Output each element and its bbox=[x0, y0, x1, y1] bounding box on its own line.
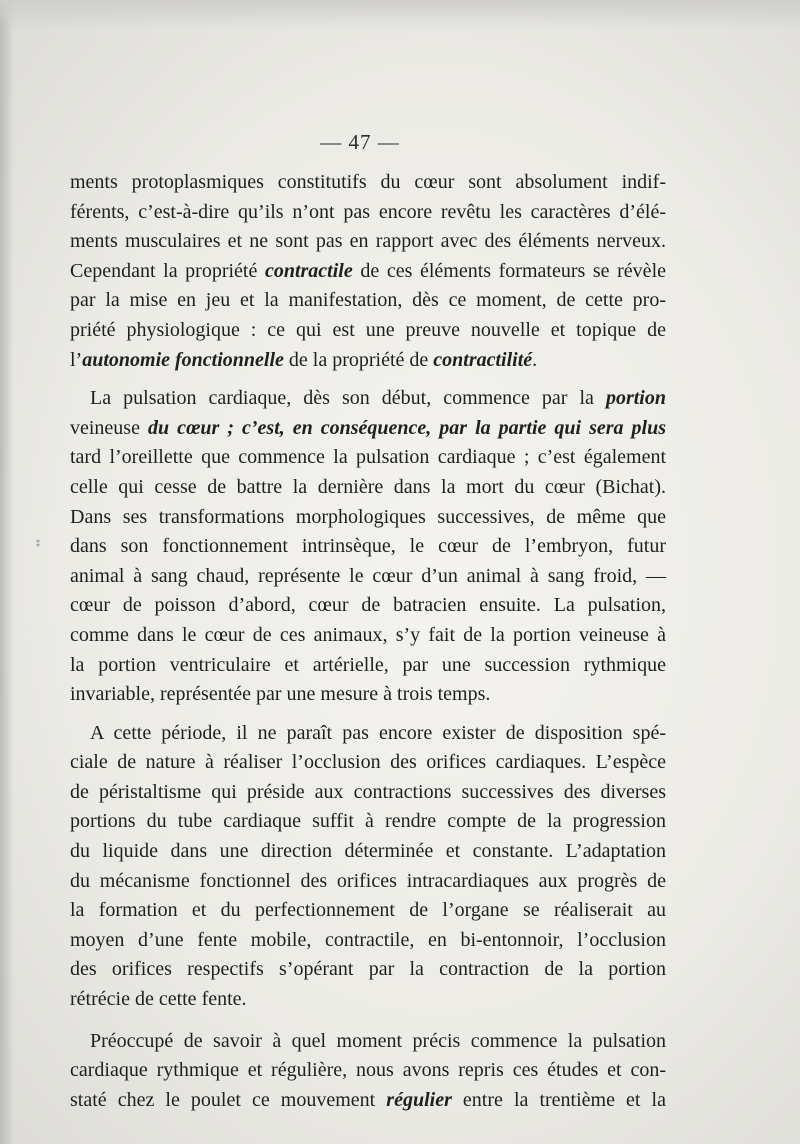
text-line: cœur de poisson d’abord, cœur de batracien ensuite. La pulsation, bbox=[70, 594, 666, 617]
text-line: moyen d’une fente mobile, contractile, en bi-entonnoir, l’occlusion bbox=[70, 928, 666, 951]
paragraph bbox=[70, 384, 666, 710]
paragraph bbox=[70, 719, 666, 1015]
paragraph bbox=[70, 1027, 666, 1116]
text-line: cardiaque rythmique et régulière, nous avons repris ces études et con- bbox=[70, 1059, 666, 1082]
text-line: la portion ventriculaire et artérielle, par une succession rythmique bbox=[70, 653, 666, 676]
text-line: Dans ses transformations morphologiques successives, de même que bbox=[70, 505, 666, 528]
italic-term: autonomie fonctionnelle bbox=[82, 348, 284, 371]
text-line: Préoccupé de savoir à quel moment précis commence la pulsation bbox=[90, 1029, 666, 1052]
scan-edge-shadow bbox=[0, 0, 14, 1144]
italic-term: portion bbox=[605, 387, 666, 410]
text-line: portions du tube cardiaque suffit à rendre compte de la progression bbox=[70, 810, 666, 833]
body-text bbox=[70, 168, 666, 1115]
text-line: celle qui cesse de battre la dernière dans la mort du cœur (Bichat). bbox=[70, 475, 666, 498]
scan-top-shadow bbox=[0, 0, 800, 30]
text-line: A cette période, il ne paraît pas encore exister de disposition spé- bbox=[90, 721, 666, 744]
text-line: des orifices respectifs s’opérant par la contraction de la portion bbox=[70, 958, 666, 981]
text-line: ments protoplasmiques constitutifs du cœur sont absolument indif- bbox=[70, 171, 666, 193]
text-line: animal à sang chaud, représente le cœur d’un animal à sang froid, — bbox=[70, 564, 666, 587]
italic-term: contractile bbox=[264, 259, 353, 282]
text-line: invariable, représentée par une mesure à trois temps. bbox=[70, 683, 491, 706]
text-line: par la mise en jeu et la manifestation, dès ce moment, de cette pro- bbox=[70, 289, 666, 312]
text-line: dans son fonctionnement intrinsèque, le cœur de l’embryon, futur bbox=[70, 535, 666, 558]
text-line: l’autonomie fonctionnelle de la propriété de contractilité. bbox=[70, 348, 538, 371]
text-line: du liquide dans une direction déterminée et constante. L’adaptation bbox=[70, 840, 666, 863]
text-line: du mécanisme fonctionnel des orifices intracardiaques aux progrès de bbox=[70, 869, 666, 892]
text-line: comme dans le cœur de ces animaux, s’y fait de la portion veineuse à bbox=[70, 623, 666, 646]
page-number: — 47 — bbox=[320, 130, 400, 154]
text-line: la formation et du perfectionnement de l’organe se réaliserait au bbox=[70, 899, 666, 922]
text-line: ments musculaires et ne sont pas en rapport avec des éléments nerveux. bbox=[70, 230, 666, 253]
text-line: La pulsation cardiaque, dès son début, commence par la portion bbox=[90, 387, 666, 410]
text-line: Cependant la propriété contractile de ces éléments formateurs se révèle bbox=[70, 259, 666, 282]
paragraph bbox=[70, 168, 666, 375]
text-line: férents, c’est-à-dire qu’ils n’ont pas encore revêtu les caractères d’élé- bbox=[70, 200, 666, 223]
text-line: staté chez le poulet ce mouvement régulier entre la trentième et la bbox=[70, 1088, 666, 1111]
text-line: tard l’oreillette que commence la pulsation cardiaque ; c’est également bbox=[70, 446, 666, 469]
text-line: priété physiologique : ce qui est une preuve nouvelle et topique de bbox=[70, 318, 666, 341]
text-line: ciale de nature à réaliser l’occlusion des orifices cardiaques. L’espèce bbox=[70, 751, 666, 774]
text-line: rétrécie de cette fente. bbox=[70, 988, 247, 1011]
text-line: veineuse du cœur ; c’est, en conséquence, par la partie qui sera plus bbox=[70, 416, 666, 439]
italic-term: régulier bbox=[386, 1088, 452, 1111]
italic-term: contractilité bbox=[433, 348, 533, 371]
italic-term: du cœur ; c’est, en conséquence, par la partie qui sera plus bbox=[139, 416, 666, 439]
text-line: de péristaltisme qui préside aux contractions successives des diverses bbox=[70, 780, 666, 803]
margin-mark: ⁑ bbox=[36, 540, 40, 549]
